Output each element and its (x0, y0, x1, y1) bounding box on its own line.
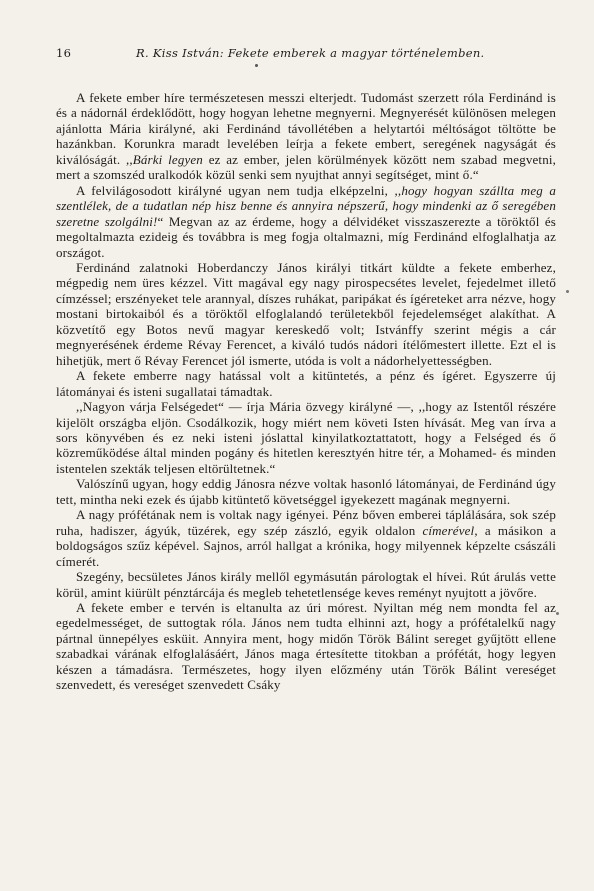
italic-quote: ,,Bárki legyen (125, 151, 203, 167)
paragraph-p7 (56, 507, 556, 569)
running-title: R. Kiss István: Fekete emberek a magyar történelemben. (136, 46, 485, 60)
italic-quote: címerével (422, 522, 475, 538)
running-head (56, 38, 556, 62)
paragraph-p9 (56, 600, 556, 693)
paper-speck (556, 612, 559, 615)
paragraph-p1 (56, 90, 556, 183)
paragraph-p4 (56, 368, 556, 399)
paragraph-p6 (56, 476, 556, 507)
ink-dot (255, 64, 258, 67)
text-run: A felvilágosodott királyné ugyan nem tudja elképzelni, (76, 182, 395, 198)
text-run: “ Megvan az az érdeme, hogy a délvidéket visszaszerezte a töröktől és megoltalmazta ezideig és továbbra is meg fogja oltalmazni, míg Ferdinánd elfoglalhatja az országot. (56, 213, 556, 260)
page-number: 16 (56, 46, 72, 60)
text-run: , a másikon a boldogságos szűz képével. Sajnos, arról hallgat a krónika, hogy milyennek képzelte császáli címerét. (56, 522, 556, 569)
text-run: ,,Nagyon várja Felségedet“ — írja Mária özvegy királyné —, ,,hogy az Istentől részére kijelölt országba eljön. Csodálkozik, hogy miért nem követi Isten hívását. Meg van írva a sors könyvében és ez neki isteni jóslattal kinyilatkoztattatott, hogy a Felséged és ő közreműködése által minden pogány és hitetlen keresztyén hitre tér, a Mohamed- és minden istentelen szekták teljesen eltörültetnek.“ (56, 399, 556, 476)
paragraph-p8 (56, 569, 556, 600)
text-run: Szegény, becsületes János király mellől egymásután párologtak el hívei. Rút árulás vette körül, amint kiürült pénztárcája és megleb tehetetlensége keves reményt nyujtott a jövőre. (56, 569, 556, 600)
text-run: Valószínű ugyan, hogy eddig Jánosra nézve voltak hasonló látományai, de Ferdinánd úgy tett, mintha neki ezek és újabb kitüntető követséggel igyekezett magának megnyerni. (56, 476, 556, 507)
text-run: ez az ember, jelen körülmények között nem szabad megvetni, mert a szomszéd uralkodók közül senki sem nyujthat annyi segítséget, mint ő.“ (56, 151, 557, 183)
paper-speck (566, 290, 569, 293)
text-run: A fekete emberre nagy hatással volt a kitüntetés, a pénz és ígéret. Egyszerre új látományai és isteni sugallatai támadtak. (56, 368, 556, 399)
text-run: A fekete ember híre természetesen messzi elterjedt. Tudomást szerzett róla Ferdinánd is és a nádornál érdeklődött, hogy hogyan lehetne megnyerni. Megnyerését különösen melegen ajánlotta Mária királyné, aki Ferdinánd távollétében a helytartói méltóságot töltötte be hazánkban. Korunkra maradt levelében leírja a fekete embert, seregének nagyságát és kiválóságát. (56, 90, 556, 167)
paragraph-p2 (56, 183, 556, 260)
body-text (56, 90, 556, 693)
paragraph-p5 (56, 399, 556, 476)
text-run: A nagy prófétának nem is voltak nagy igényei. Pénz bőven emberei táplálására, sok szép ruha, hadiszer, ágyúk, tüzérek, egy szép zászló, egyik oldalon (56, 507, 556, 538)
paragraph-p3 (56, 260, 556, 368)
text-run: A fekete ember e tervén is eltanulta az úri mórest. Nyiltan még nem mondta fel az egedelmességet, de suttogtak róla. János nem tudta elhinni azt, hogy a prófétalelkű nagy pártnal ünnepélyes esküit. Annyira ment, hogy midőn Török Bálint sereget gyűjtött ellene szabadkai várának elfoglalásáért, János maga értesítette titokban a prófétát, hogy legyen készen a támadásra. Természetes, hogy ilyen előzmény után Török Bálint vereséget szenvedett, és vereséget szenvedett Csáky (56, 599, 556, 693)
italic-quote: ,,hogy hogyan szállta meg a szentlélek, de a tudatlan nép hisz benne és annyira népszerű, hogy mindenki az ő seregében szeretne szolgálni! (56, 182, 557, 229)
text-run: Ferdinánd zalatnoki Hoberdanczy János királyi titkárt küldte a fekete emberhez, mégpedig nem üres kézzel. Vitt magával egy nagy pirospecsétes levelet, fejedelmet illető címzéssel; erszényeket tele arannyal, díszes ruhákat, paripákat és ígéreteket arra nézve, hogy mostani birtokaiból és a töröktől elfoglalandó területekből fejedelemséget alakíthat. A közvetítő egy Botos nevű magyar kereskedő volt; Istvánffy szerint mégis a cár megnyerésének érdeme Révay Ferencet, a kiváló tudós nádori ítélőmestert illette. Ezt el is hihetjük, mert ő Révay Ferencet jól ismerte, utóda is volt a nádorhelyettességben. (56, 259, 556, 368)
